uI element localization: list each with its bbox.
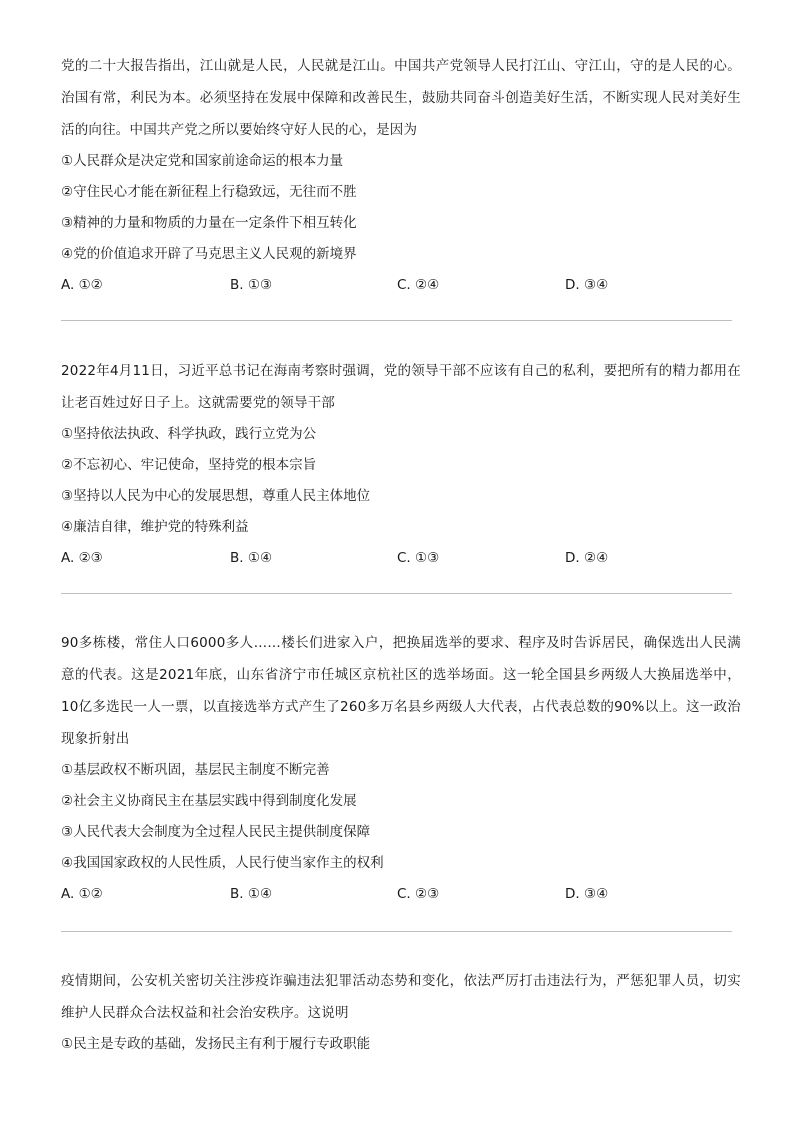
question-divider <box>61 593 732 594</box>
option-statement: ③坚持以人民为中心的发展思想，尊重人民主体地位 <box>61 488 371 504</box>
question-divider <box>61 320 732 321</box>
answer-choice-c[interactable]: C. ②③ <box>397 886 440 902</box>
answer-choice-a[interactable]: A. ①② <box>61 277 103 293</box>
answer-choices <box>61 543 741 574</box>
option-statement: ④党的价值追求开辟了马克思主义人民观的新境界 <box>61 246 357 262</box>
question-stem: 90多栋楼，常住人口6000多人……楼长们进家入户，把换届选举的要求、程序及时告诉居民，确保选出人民满意的代表。这是2021年底，山东省济宁市任城区京杭社区的选举场面。这一轮全国县乡两级人大换届选举中，10亿多选民一人一票，以直接选举方式产生了260多万名县乡两级人大代表，占代表总数的90%以上。这一政治现象折射出 <box>61 635 741 747</box>
question-stem: 疫情期间，公安机关密切关注涉疫诈骗违法犯罪活动态势和变化，依法严厉打击违法行为，严惩犯罪人员，切实维护人民群众合法权益和社会治安秩序。这说明 <box>61 973 741 1021</box>
question-3 <box>61 627 741 910</box>
answer-choice-d[interactable]: D. ②④ <box>565 550 609 566</box>
option-statement: ②守住民心才能在新征程上行稳致远，无往而不胜 <box>61 184 357 200</box>
option-statement: ②社会主义协商民主在基层实践中得到制度化发展 <box>61 793 357 809</box>
question-4 <box>61 965 741 1060</box>
option-statement: ③人民代表大会制度为全过程人民民主提供制度保障 <box>61 824 371 840</box>
option-statement: ①民主是专政的基础，发扬民主有利于履行专政职能 <box>61 1036 371 1052</box>
option-statement: ④廉洁自律，维护党的特殊利益 <box>61 519 249 535</box>
answer-choice-a[interactable]: A. ②③ <box>61 550 103 566</box>
option-statement: ③精神的力量和物质的力量在一定条件下相互转化 <box>61 215 357 231</box>
answer-choices <box>61 270 741 301</box>
answer-choice-c[interactable]: C. ①③ <box>397 550 440 566</box>
answer-choice-b[interactable]: B. ①④ <box>230 550 273 566</box>
question-1 <box>61 50 741 301</box>
question-stem: 2022年4月11日，习近平总书记在海南考察时强调，党的领导干部不应该有自己的私利，要把所有的精力都用在让老百姓过好日子上。这就需要党的领导干部 <box>61 363 741 411</box>
option-statement: ④我国国家政权的人民性质，人民行使当家作主的权利 <box>61 855 384 871</box>
option-statement: ①基层政权不断巩固，基层民主制度不断完善 <box>61 762 330 778</box>
question-2 <box>61 355 741 574</box>
answer-choice-b[interactable]: B. ①④ <box>230 886 273 902</box>
answer-choice-d[interactable]: D. ③④ <box>565 886 609 902</box>
option-statement: ②不忘初心、牢记使命，坚持党的根本宗旨 <box>61 457 317 473</box>
answer-choice-c[interactable]: C. ②④ <box>397 277 440 293</box>
option-statement: ①坚持依法执政、科学执政，践行立党为公 <box>61 426 317 442</box>
option-statement: ①人民群众是决定党和国家前途命运的根本力量 <box>61 153 344 169</box>
answer-choice-a[interactable]: A. ①② <box>61 886 103 902</box>
answer-choices <box>61 879 741 910</box>
answer-choice-b[interactable]: B. ①③ <box>230 277 273 293</box>
question-stem: 党的二十大报告指出，江山就是人民，人民就是江山。中国共产党领导人民打江山、守江山，守的是人民的心。治国有常，利民为本。必须坚持在发展中保障和改善民生，鼓励共同奋斗创造美好生活，不断实现人民对美好生活的向往。中国共产党之所以要始终守好人民的心，是因为 <box>61 58 741 138</box>
question-divider <box>61 931 732 932</box>
answer-choice-d[interactable]: D. ③④ <box>565 277 609 293</box>
